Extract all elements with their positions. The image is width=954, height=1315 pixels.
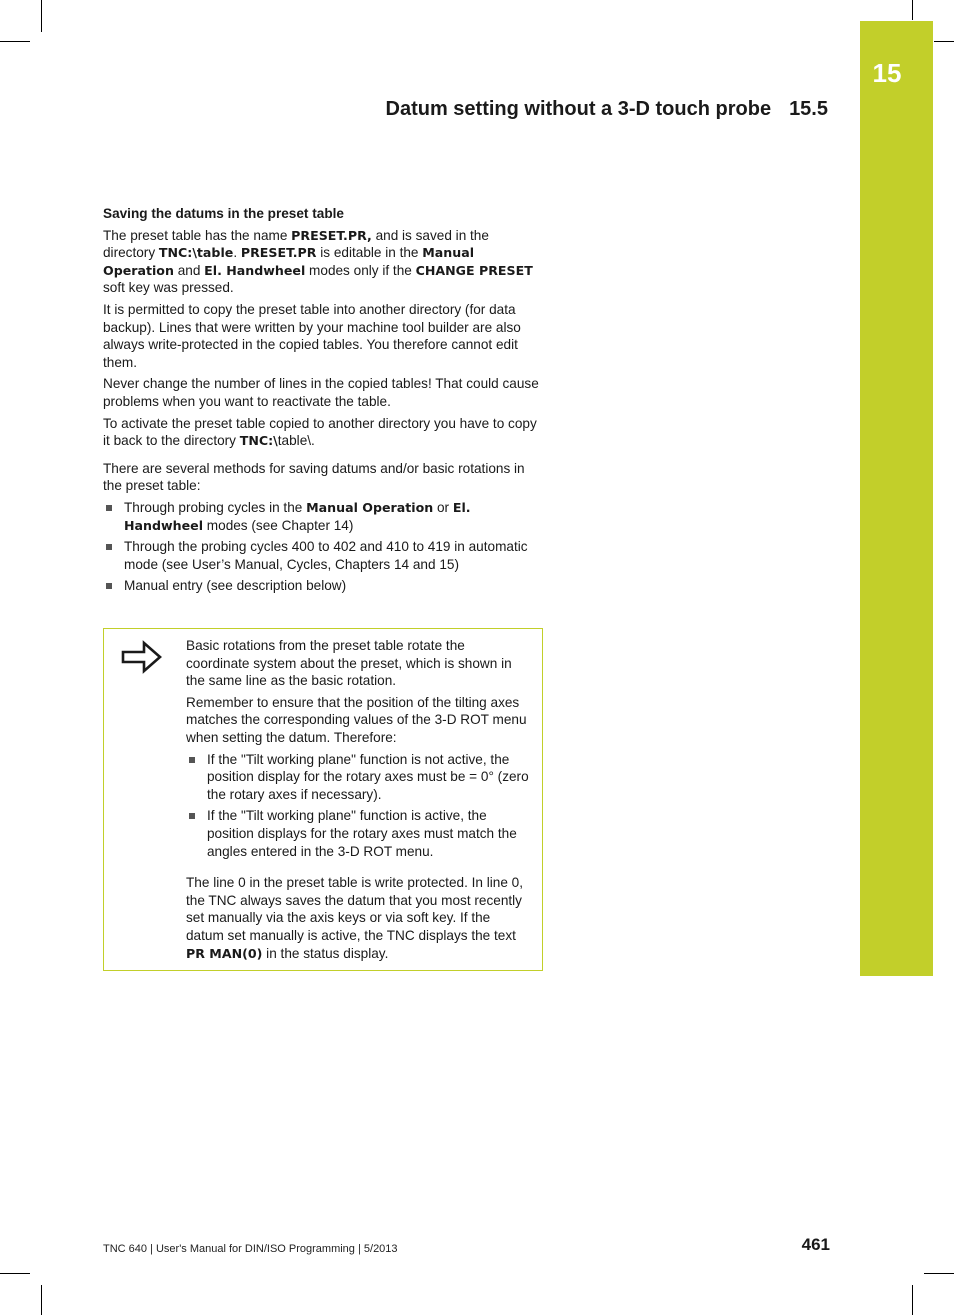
text: Through probing cycles in the	[124, 499, 307, 515]
text: modes only if the	[305, 262, 416, 278]
paragraph	[103, 415, 543, 450]
soft-key-name: CHANGE PRESET	[415, 262, 533, 278]
chapter-number: 15	[872, 58, 902, 88]
section-title: Datum setting without a 3-D touch probe	[385, 98, 772, 120]
mode-name: Manual Operation	[306, 499, 434, 515]
text: and	[173, 262, 205, 278]
note-paragraph	[186, 874, 531, 962]
list-item: Manual entry (see description below)	[103, 577, 543, 595]
note-paragraph: Remember to ensure that the position of the tilting axes matches the corresponding values of the 3-D ROT menu when setting the datum. Therefore:	[186, 694, 527, 745]
text: is editable in the	[316, 245, 423, 261]
running-head	[386, 98, 828, 121]
crop-mark	[0, 1273, 30, 1274]
text: and is saved in the directory	[103, 227, 489, 261]
crop-mark	[912, 1285, 913, 1315]
paragraph: It is permitted to copy the preset table into another directory (for data backup). Lines that were written by your machine tool builder are also always write-protected in the copied tables. You therefore cannot edit them.	[103, 301, 521, 370]
mode-name: El. Handwheel	[204, 262, 306, 278]
subsection-heading: Saving the datums in the preset table	[103, 206, 344, 221]
crop-mark	[934, 41, 954, 42]
paragraph	[103, 227, 543, 297]
footer-text: TNC 640 | User's Manual for DIN/ISO Programming | 5/2013	[103, 1243, 398, 1255]
crop-mark	[0, 41, 30, 42]
section-number: 15.5	[789, 98, 828, 120]
mode-name: Manual Operation	[103, 245, 475, 278]
text: The line 0 in the preset table is write protected. In line 0, the TNC always saves the datum that you most recently set manually via the axis keys or via soft key. If the datum set manually is active, the TNC displays the text	[186, 875, 524, 943]
chapter-tab	[860, 21, 933, 976]
note-box	[103, 628, 543, 971]
text: To activate the preset table copied to another directory you have to copy it back to the directory	[103, 415, 537, 449]
code-text: TNC:\table	[158, 245, 234, 261]
list-item: If the "Tilt working plane" function is active, the position displays for the rotary axes must match the angles entered in the 3-D ROT menu.	[186, 807, 531, 860]
paragraph: Never change the number of lines in the copied tables! That could cause problems when you want to reactivate the table.	[103, 376, 539, 409]
bullet-list	[103, 499, 543, 595]
mode-name: El. Handwheel	[124, 499, 471, 533]
arrow-right-icon	[120, 639, 164, 675]
text: table\.	[277, 433, 315, 449]
text: or	[433, 499, 453, 515]
code-text: TNC:\	[239, 433, 278, 449]
crop-mark	[924, 1273, 954, 1274]
main-content	[103, 205, 543, 599]
list-item: Through the probing cycles 400 to 402 and 410 to 419 in automatic mode (see User’s Manual, Cycles, Chapters 14 and 15)	[103, 538, 543, 573]
text: soft key was pressed.	[103, 280, 234, 296]
list-item: If the "Tilt working plane" function is not active, the position display for the rotary axes must be = 0° (zero the rotary axes if necessary).	[186, 751, 531, 804]
crop-mark	[41, 1285, 42, 1315]
note-paragraph: Basic rotations from the preset table rotate the coordinate system about the preset, which is shown in the same line as the basic rotation.	[186, 638, 512, 689]
code-text: PRESET.PR,	[291, 227, 372, 243]
crop-mark	[912, 0, 913, 20]
paragraph: There are several methods for saving datums and/or basic rotations in the preset table:	[103, 460, 525, 494]
page-number: 461	[801, 1235, 830, 1254]
list-item	[103, 499, 543, 534]
note-bullet-list	[186, 751, 531, 861]
text: .	[233, 245, 241, 261]
note-body	[186, 637, 531, 966]
text: in the status display.	[262, 945, 389, 961]
text: modes (see Chapter 14)	[203, 517, 354, 533]
code-text: PRESET.PR	[240, 245, 317, 261]
crop-mark	[41, 0, 42, 32]
status-text: PR MAN(0)	[186, 945, 263, 961]
text: The preset table has the name	[103, 227, 292, 243]
